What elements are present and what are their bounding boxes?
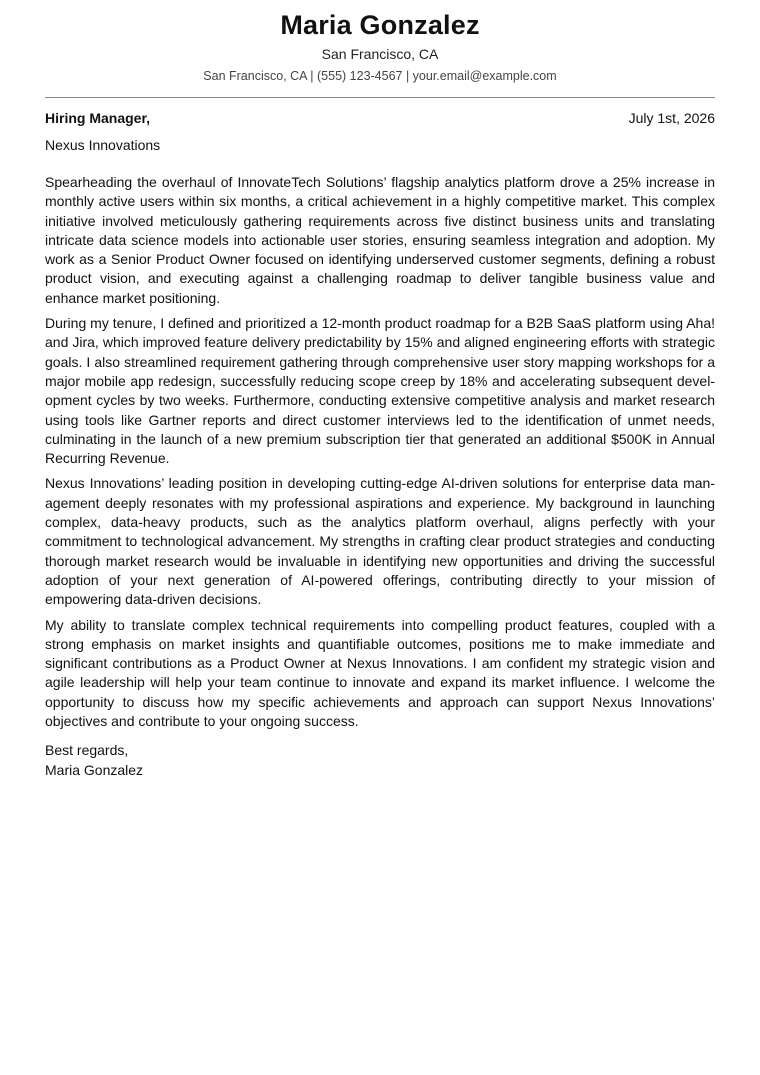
letter-date: July 1st, 2026 bbox=[628, 110, 715, 126]
recipient-salutation: Hiring Manager, bbox=[45, 110, 151, 126]
letter-closing-block bbox=[45, 741, 715, 780]
signature-name: Maria Gonzalez bbox=[45, 761, 144, 778]
letter-header bbox=[45, 0, 715, 85]
body-paragraph-2: During my tenure, I defined and prioritized a 12-month product roadmap for a B2B SaaS platform using Aha! and Jira, which improved feature delivery predictability by 15% and aligned engineering efforts with strategic goals. I also streamlined requirement gathering through comprehensive user story mapping workshops for a major mobile app redesign, successfully reducing scope creep by 18% and accelerating subsequent development cycles by two weeks. Furthermore, conducting extensive competitive analysis and market research using tools like Gartner reports and direct customer interviews led to the identification of unmet needs, culminating in the launch of a new premium subscription tier that generated an additional $500K in Annual Recurring Revenue. bbox=[45, 315, 715, 467]
recipient-date-row bbox=[45, 108, 715, 128]
recipient-company: Nexus Innovations bbox=[45, 137, 161, 153]
sender-name: Maria Gonzalez bbox=[280, 10, 480, 40]
body-paragraph-4: My ability to translate complex technical requirements into compelling product features, coupled with a strong emphasis on market insights and quantifiable outcomes, positions me to make immediate and significant contributions as a Product Owner at Nexus Innovations. I am confident my strategic vision and agile leadership will help your team continue to innovate and expand its market influence. I welcome the opportunity to discuss how my specific achievements and approach can support Nexus Innovations’ objectives and contribute to your ongoing success. bbox=[45, 616, 715, 730]
letter-body bbox=[45, 173, 715, 731]
body-paragraph-1: Spearheading the overhaul of InnovateTech Solutions’ flagship analytics platform drove a 25% increase in monthly active users within six months, a critical achievement in a highly competitive market. This complex initiative involved meticulously gathering requirements across five distinct business units and translating intricate data science models into actionable user stories, ensuring seamless integration and adoption. My work as a Senior Product Owner focused on identifying underserved customer segments, defining a robust product vision, and executing against a challenging roadmap to deliver tangible business value and enhance market positioning. bbox=[45, 174, 715, 306]
header-divider bbox=[45, 97, 715, 98]
sender-contact-line: San Francisco, CA | (555) 123-4567 | your.email@example.com bbox=[203, 69, 557, 83]
sender-location: San Francisco, CA bbox=[321, 46, 439, 62]
closing-phrase: Best regards, bbox=[45, 742, 129, 759]
body-paragraph-3: Nexus Innovations’ leading position in developing cutting-edge AI-driven solutions for enterprise data management deeply resonates with my professional aspirations and experience. My background in launching complex, data-heavy products, such as the analytics platform overhaul, aligns perfectly with your commitment to technological advancement. My strengths in crafting clear product strategies and conducting thorough market research would be invaluable in identifying new opportunities and driving the successful adoption of your next generation of AI-powered offerings, contributing directly to your mission of empowering data-driven decisions. bbox=[45, 475, 715, 608]
